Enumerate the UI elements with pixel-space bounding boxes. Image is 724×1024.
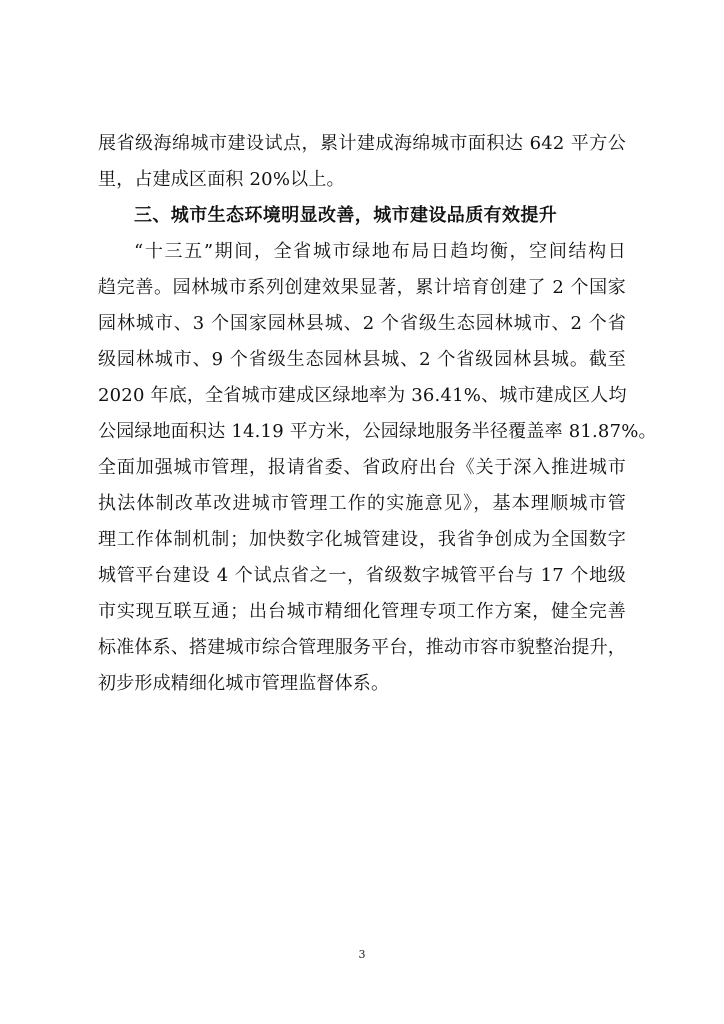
intro-paragraph bbox=[98, 126, 626, 198]
section-paragraph bbox=[98, 234, 657, 702]
paragraph-line: 公园绿地面积达 14.19 平方米，公园绿地服务半径覆盖率 81.87%。 bbox=[98, 421, 657, 442]
section-heading-block bbox=[98, 198, 626, 234]
paragraph-line: 执法体制改革改进城市管理工作的实施意见》，基本理顺城市管 bbox=[98, 493, 626, 514]
paragraph-line: “十三五”期间，全省城市绿地布局日趋均衡，空间结构日 bbox=[134, 241, 626, 262]
paragraph-line: 级园林城市、9 个省级生态园林县城、2 个省级园林县城。截至 bbox=[98, 349, 626, 370]
section-heading: 三、城市生态环境明显改善，城市建设品质有效提升 bbox=[134, 205, 558, 226]
paragraph-line: 市实现互联互通；出台城市精细化管理专项工作方案，健全完善 bbox=[98, 601, 626, 622]
paragraph-line: 标准体系、搭建城市综合管理服务平台，推动市容市貌整治提升， bbox=[98, 637, 626, 658]
paragraph-line: 2020 年底，全省城市建成区绿地率为 36.41%、城市建成区人均 bbox=[98, 385, 627, 406]
paragraph-line: 初步形成精细化城市管理监督体系。 bbox=[98, 673, 390, 694]
paragraph-line: 城管平台建设 4 个试点省之一，省级数字城管平台与 17 个地级 bbox=[98, 565, 626, 586]
page-number: 3 bbox=[358, 948, 366, 961]
paragraph-line: 理工作体制机制；加快数字化城管建设，我省争创成为全国数字 bbox=[98, 529, 626, 550]
paragraph-line: 趋完善。园林城市系列创建效果显著，累计培育创建了 2 个国家 bbox=[98, 277, 626, 298]
paragraph-line: 展省级海绵城市建设试点，累计建成海绵城市面积达 642 平方公 bbox=[98, 133, 626, 154]
paragraph-line: 园林城市、3 个国家园林县城、2 个省级生态园林城市、2 个省 bbox=[98, 313, 626, 334]
paragraph-line: 全面加强城市管理，报请省委、省政府出台《关于深入推进城市 bbox=[98, 457, 626, 478]
paragraph-line: 里，占建成区面积 20%以上。 bbox=[98, 169, 345, 190]
